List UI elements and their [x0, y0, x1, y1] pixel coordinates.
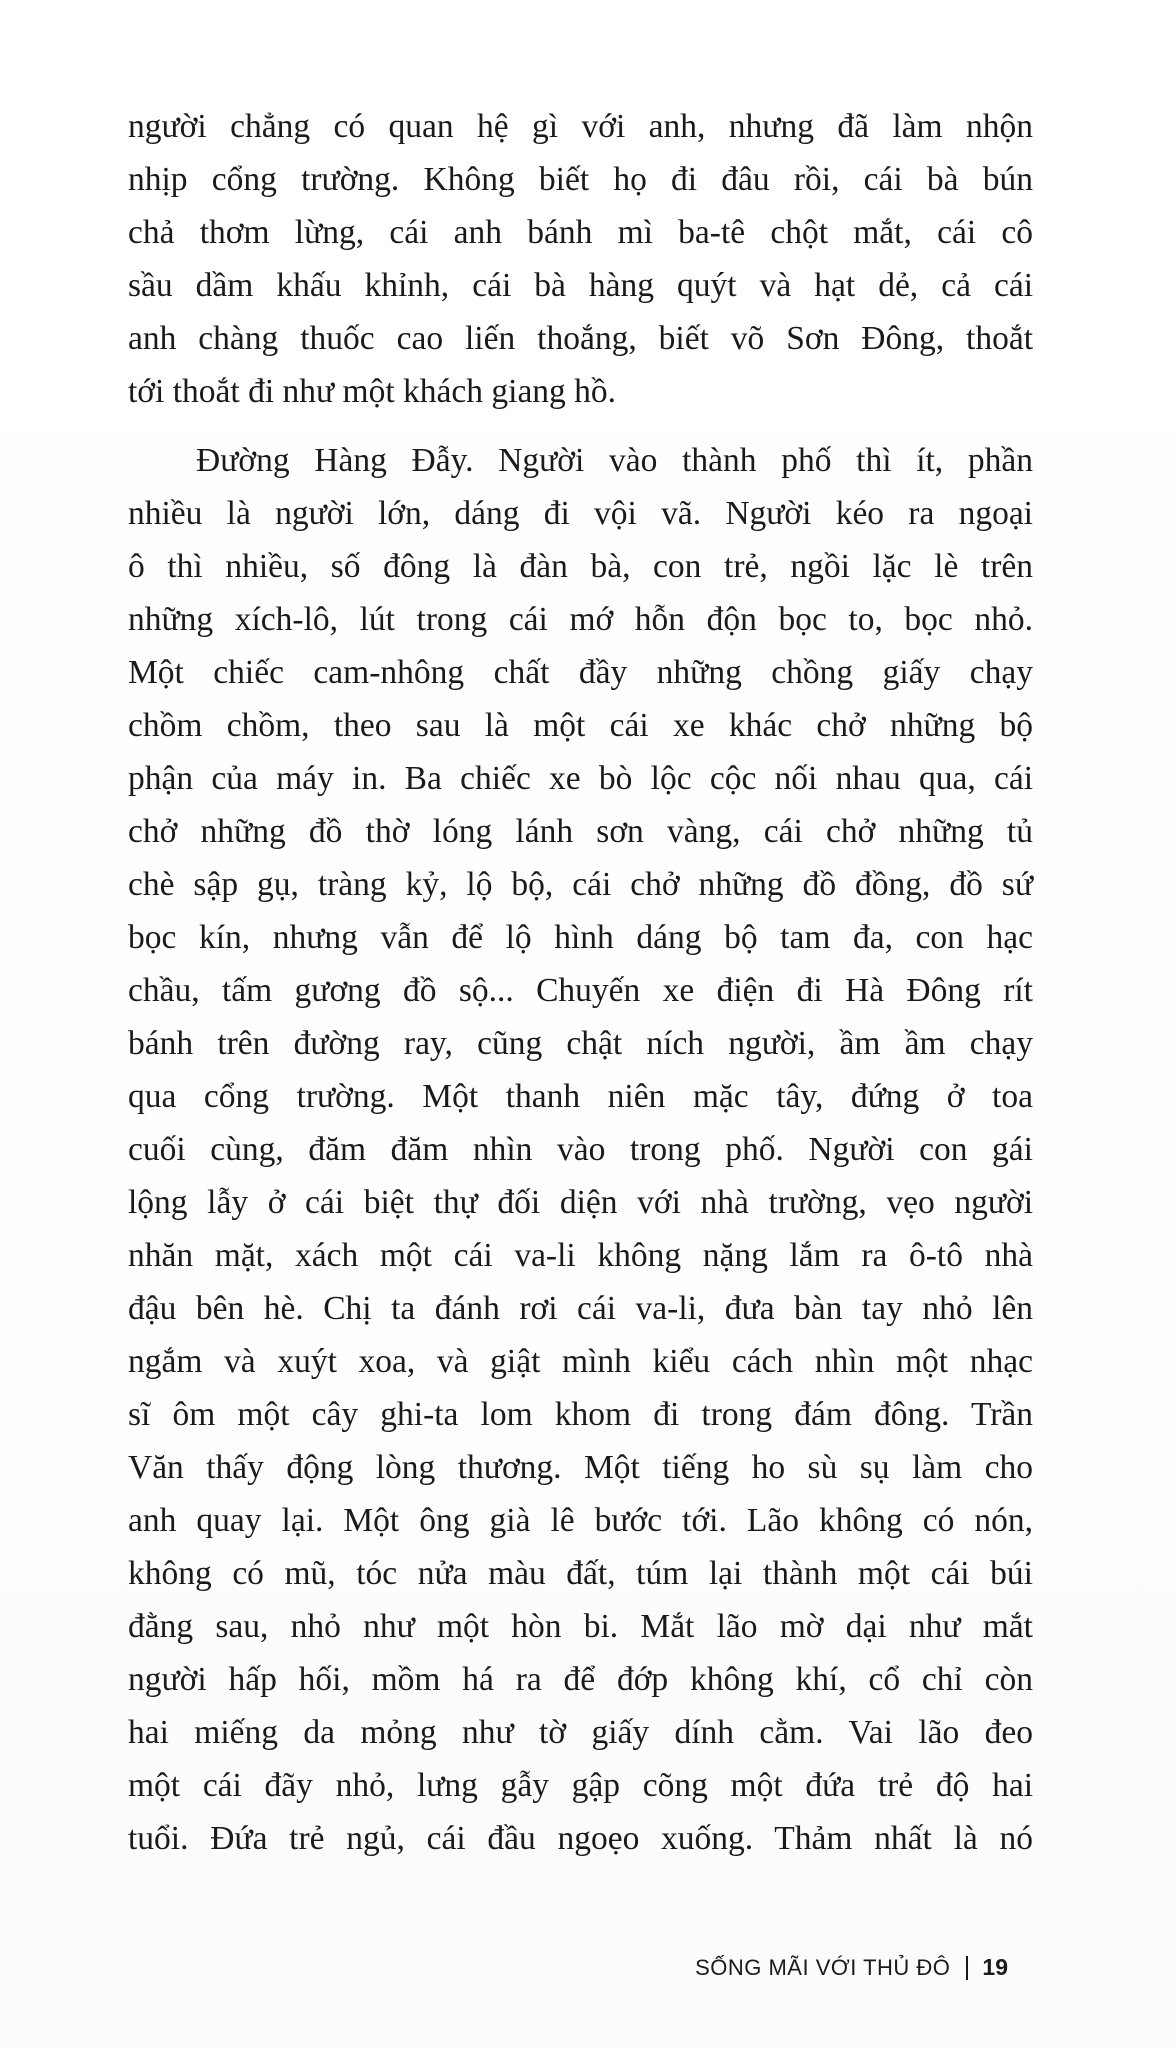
running-title: SỐNG MÃI VỚI THỦ ĐÔ	[695, 1954, 951, 1980]
text-line: tới thoắt đi như một khách giang hồ.	[128, 373, 617, 410]
text-line: đậu bên hè. Chị ta đánh rơi cái va-li, đưa bàn tay nhỏ lên	[128, 1290, 1033, 1327]
page-footer	[695, 1954, 1008, 1981]
text-line: không có mũ, tóc nửa màu đất, túm lại thành một cái búi	[128, 1555, 1033, 1592]
text-line: anh chàng thuốc cao liến thoắng, biết võ Sơn Đông, thoắt	[128, 320, 1033, 357]
text-line: lộng lẫy ở cái biệt thự đối diện với nhà trường, vẹo người	[128, 1184, 1033, 1221]
body-text	[128, 100, 1033, 1865]
footer-divider	[966, 1956, 968, 1980]
text-line: hai miếng da mỏng như tờ giấy dính cằm. Vai lão đeo	[128, 1714, 1033, 1751]
text-line: cuối cùng, đăm đăm nhìn vào trong phố. Người con gái	[128, 1131, 1033, 1168]
text-line: nhịp cổng trường. Không biết họ đi đâu rồi, cái bà bún	[128, 161, 1033, 198]
text-line: chở những đồ thờ lóng lánh sơn vàng, cái chở những tủ	[128, 813, 1033, 850]
text-line: nhiều là người lớn, dáng đi vội vã. Người kéo ra ngoại	[128, 495, 1033, 532]
page-number: 19	[982, 1954, 1008, 1980]
text-line: tuổi. Đứa trẻ ngủ, cái đầu ngoẹo xuống. Thảm nhất là nó	[128, 1820, 1033, 1857]
text-line: anh quay lại. Một ông già lê bước tới. Lão không có nón,	[128, 1502, 1033, 1539]
text-line: người hấp hối, mồm há ra để đớp không khí, cổ chỉ còn	[128, 1661, 1033, 1698]
text-line: một cái đãy nhỏ, lưng gẫy gập cõng một đứa trẻ độ hai	[128, 1767, 1033, 1804]
text-line: qua cổng trường. Một thanh niên mặc tây, đứng ở toa	[128, 1078, 1033, 1115]
text-line: ngắm và xuýt xoa, và giật mình kiểu cách nhìn một nhạc	[128, 1343, 1033, 1380]
text-line: bọc kín, nhưng vẫn để lộ hình dáng bộ tam đa, con hạc	[128, 919, 1033, 956]
text-line: sầu dầm khấu khỉnh, cái bà hàng quýt và hạt dẻ, cả cái	[128, 267, 1033, 304]
text-line: ô thì nhiều, số đông là đàn bà, con trẻ, ngồi lặc lè trên	[128, 548, 1033, 585]
text-line: đằng sau, nhỏ như một hòn bi. Mắt lão mờ dại như mắt	[128, 1608, 1033, 1645]
paragraph-2	[128, 434, 1033, 1865]
text-line: người chẳng có quan hệ gì với anh, nhưng đã làm nhộn	[128, 108, 1033, 145]
text-line: chồm chồm, theo sau là một cái xe khác chở những bộ	[128, 707, 1033, 744]
text-line: chè sập gụ, tràng kỷ, lộ bộ, cái chở những đồ đồng, đồ sứ	[128, 866, 1033, 903]
text-line: chầu, tấm gương đồ sộ... Chuyến xe điện đi Hà Đông rít	[128, 972, 1033, 1009]
text-line: Một chiếc cam-nhông chất đầy những chồng giấy chạy	[128, 654, 1033, 691]
text-line: bánh trên đường ray, cũng chật ních người, ầm ầm chạy	[128, 1025, 1033, 1062]
text-line: chả thơm lừng, cái anh bánh mì ba-tê chột mắt, cái cô	[128, 214, 1033, 251]
text-line: Văn thấy động lòng thương. Một tiếng ho sù sụ làm cho	[128, 1449, 1033, 1486]
text-line: nhăn mặt, xách một cái va-li không nặng lắm ra ô-tô nhà	[128, 1237, 1033, 1274]
paragraph-1	[128, 100, 1033, 418]
text-line: Đường Hàng Đẫy. Người vào thành phố thì ít, phần	[196, 442, 1033, 479]
text-line: sĩ ôm một cây ghi-ta lom khom đi trong đám đông. Trần	[128, 1396, 1033, 1433]
text-line: những xích-lô, lút trong cái mớ hỗn độn bọc to, bọc nhỏ.	[128, 601, 1033, 638]
text-line: phận của máy in. Ba chiếc xe bò lộc cộc nối nhau qua, cái	[128, 760, 1033, 797]
